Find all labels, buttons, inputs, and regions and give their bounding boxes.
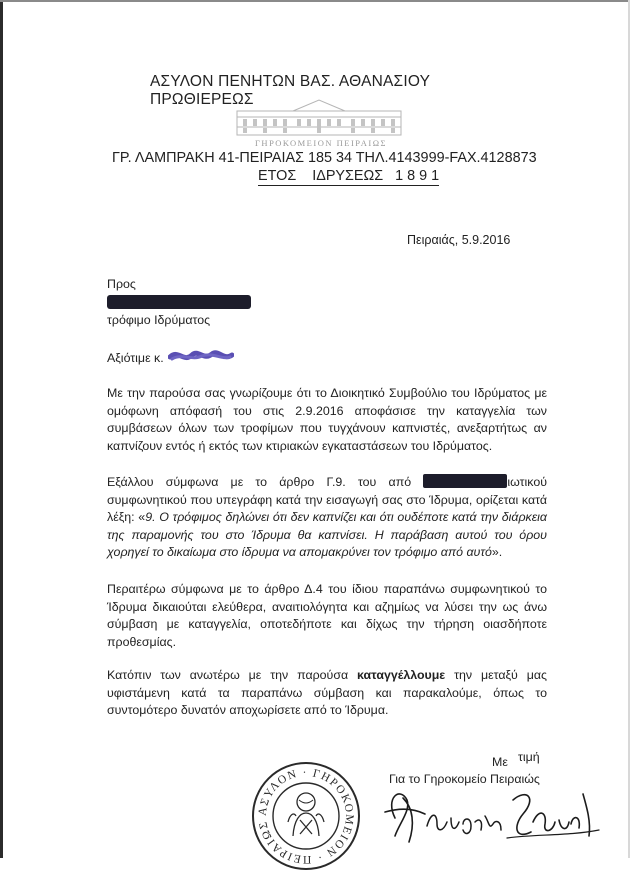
closing-me: Με xyxy=(492,755,508,769)
paragraph-4-intro: Κατόπιν των ανωτέρω με την παρούσα xyxy=(107,668,358,682)
institution-seal-stamp xyxy=(250,760,362,872)
recipient-name-redaction xyxy=(107,295,251,309)
letterhead-title: ΑΣΥΛΟΝ ΠΕΝΗΤΩΝ ΒΑΣ. ΑΘΑΝΑΣΙΟΥ ΠΡΩΘΙΕΡΕΩΣ xyxy=(150,73,430,108)
letterhead-founding-year: ΕΤΟΣ ΙΔΡΥΣΕΩΣ 1 8 9 1 xyxy=(258,168,440,184)
scan-border-top xyxy=(0,0,630,2)
body-paragraph-1: Με την παρούσα σας γνωρίζουμε ότι το Διοικητικό Συμβούλιο του Ιδρύματος με ομόφωνη απόφασή του στις 2.9.2016 αποφάσισε την καταγγελία των συμβάσεων όλων των τροφίμων που τυγχάνουν καπνιστές, ανεξαρτήτως αν καπνίζουν εντός ή εκτός των κτιριακών εγκαταστάσεων του Ιδρύματος. xyxy=(107,386,547,453)
building-emblem-icon xyxy=(233,97,405,137)
seal-text: ΑΣΥΛΟΝ · ΓΗΡΟΚΟΜΕΙΟΝ · ΠΕΙΡΑΙΩΣ xyxy=(256,766,356,866)
paragraph-2-end: ». xyxy=(491,545,503,560)
recipient-role: τρόφιμο Ιδρύματος xyxy=(107,313,211,327)
svg-text:ΑΣΥΛΟΝ · ΓΗΡΟΚΟΜΕΙΟΝ · ΠΕΙΡΑΙΩ xyxy=(257,767,356,865)
salutation-name-scribble xyxy=(168,347,234,365)
closing-timi: τιμή xyxy=(518,750,540,764)
salutation: Αξιότιμε κ. xyxy=(107,351,164,365)
contract-date-redaction xyxy=(423,474,507,488)
contract-clause-quote: 9. Ο τρόφιμος δηλώνει ότι δεν καπνίζει και ότι ουδέποτε κατά την διάρκεια της παραμονής του στο Ίδρυμα θα καπνίσει. Η παράβαση αυτού του όρου χορηγεί το δικαίωμα στο ίδρυμα να απομακρύνει τον τρόφιμο από αυτό xyxy=(107,510,547,560)
letterhead-address: ΓΡ. ΛΑΜΠΡΑΚΗ 41-ΠΕΙΡΑΙΑΣ 185 34 ΤΗΛ.4143999-FAX.4128873 xyxy=(112,150,537,166)
scan-border-left xyxy=(0,0,3,858)
closing-signatory-line: Για το Γηροκομείο Πειραιώς xyxy=(389,772,540,786)
recipient-pros: Προς xyxy=(107,277,136,291)
paragraph-4-rest: την μεταξύ μας υφιστάμενη κατά τα παραπάνω σύμβαση και παρακαλούμε, όπως το συντομότερο δυνατόν αποχωρίσετε από το Ίδρυμα. xyxy=(107,668,547,718)
letter-date: Πειραιάς, 5.9.2016 xyxy=(407,233,511,247)
paragraph-2-continuation: ιωτικού συμφωνητικού που υπεγράφη κατά την εισαγωγή σας στο Ίδρυμα, ορίζεται κατά λέξη: « xyxy=(107,475,547,525)
handwritten-signature xyxy=(355,778,605,858)
building-caption: ΓΗΡΟΚΟΜΕΙΟΝ ΠΕΙΡΑΙΩΣ xyxy=(255,138,387,148)
body-paragraph-3: Περαιτέρω σύμφωνα με το άρθρο Δ.4 του ίδιου παραπάνω συμφωνητικού το Ίδρυμα δικαιούται ελεύθερα, αναιτιολόγητα και αζημίως να λύσει την ως άνω σύμβαση με καταγγελία, οποτεδήποτε και δίχως την τήρηση οιασδήποτε προθεσμίας. xyxy=(107,582,547,649)
body-paragraph-2 xyxy=(107,474,547,562)
paragraph-2-intro: Εξάλλου σύμφωνα με το άρθρο Γ.9. του από xyxy=(107,475,412,489)
body-paragraph-4 xyxy=(107,667,547,720)
paragraph-4-keyword: καταγγέλλουμε xyxy=(357,668,446,682)
